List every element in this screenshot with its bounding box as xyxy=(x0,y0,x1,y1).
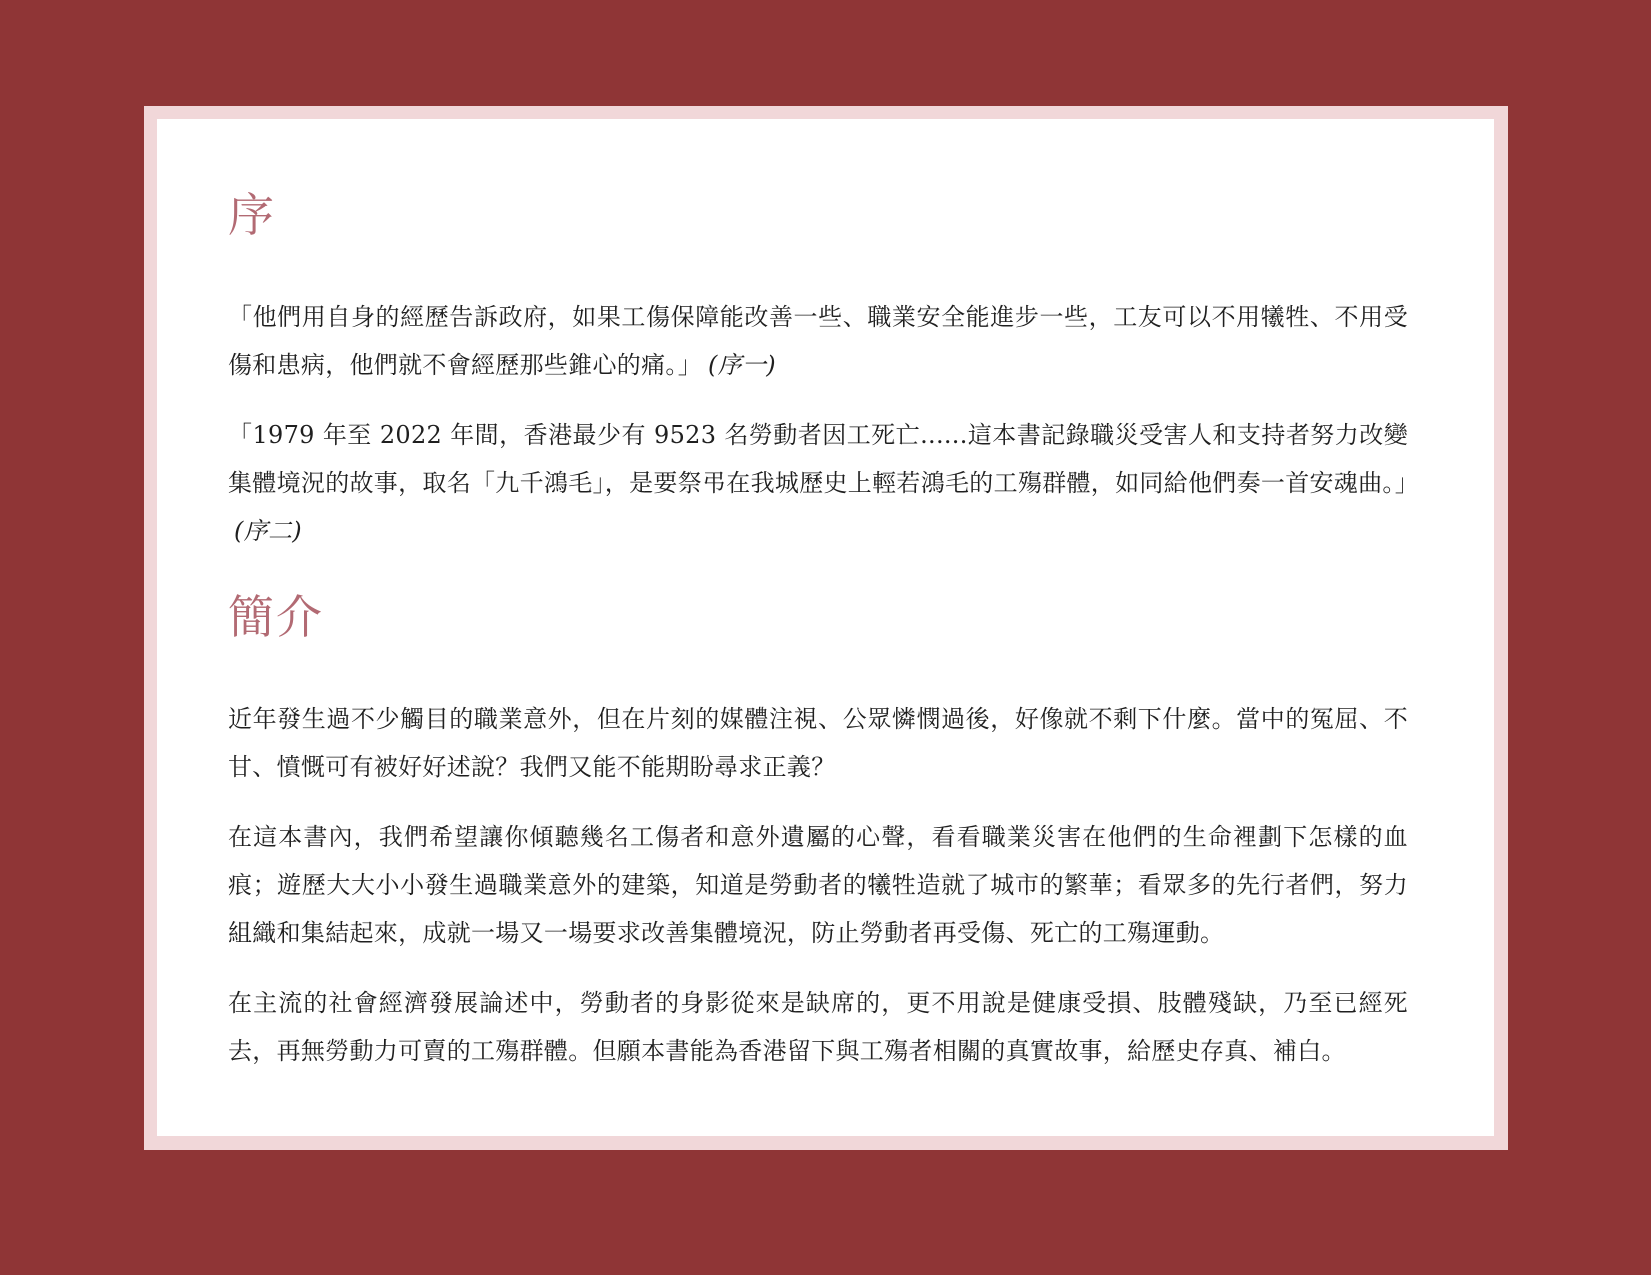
preface-heading: 序 xyxy=(228,188,276,242)
preface-quote-2-citation: (序二) xyxy=(234,517,302,545)
introduction-paragraph-3: 在主流的社會經濟發展論述中，勞動者的身影從來是缺席的，更不用說是健康受損、肢體殘缺，乃至已經死去，再無勞動力可賣的工殤群體。但願本書能為香港留下與工殤者相關的真實故事，給歷史存真、補白。 xyxy=(228,989,1408,1065)
preface-quote-2 xyxy=(228,411,1419,555)
introduction-heading: 簡介 xyxy=(228,590,324,644)
preface-quote-1 xyxy=(228,293,1408,389)
introduction-paragraph-2: 在這本書內，我們希望讓你傾聽幾名工傷者和意外遺屬的心聲，看看職業災害在他們的生命裡劃下怎樣的血痕；遊歷大大小小發生過職業意外的建築，知道是勞動者的犧牲造就了城市的繁華；看眾多的先行者們，努力組織和集結起來，成就一場又一場要求改善集體境況，防止勞動者再受傷、死亡的工殤運動。 xyxy=(228,823,1408,947)
document-content xyxy=(228,175,1419,1075)
introduction-paragraph-1: 近年發生過不少觸目的職業意外，但在片刻的媒體注視、公眾憐憫過後，好像就不剩下什麼。當中的冤屈、不甘、憤慨可有被好好述說？我們又能不能期盼尋求正義？ xyxy=(228,705,1408,781)
preface-quote-2-text: 「1979 年至 2022 年間，香港最少有 9523 名勞動者因工死亡......這本書記錄職災受害人和支持者努力改變集體境況的故事，取名「九千鴻毛」，是要祭弔在我城歷史上輕若鴻毛的工殤群體，如同給他們奏一首安魂曲。」 xyxy=(228,421,1419,497)
preface-quote-1-text: 「他們用自身的經歷告訴政府，如果工傷保障能改善一些、職業安全能進步一些，工友可以不用犧牲、不用受傷和患病，他們就不會經歷那些錐心的痛。」 xyxy=(228,303,1408,379)
preface-quote-1-citation: (序一) xyxy=(708,351,776,379)
